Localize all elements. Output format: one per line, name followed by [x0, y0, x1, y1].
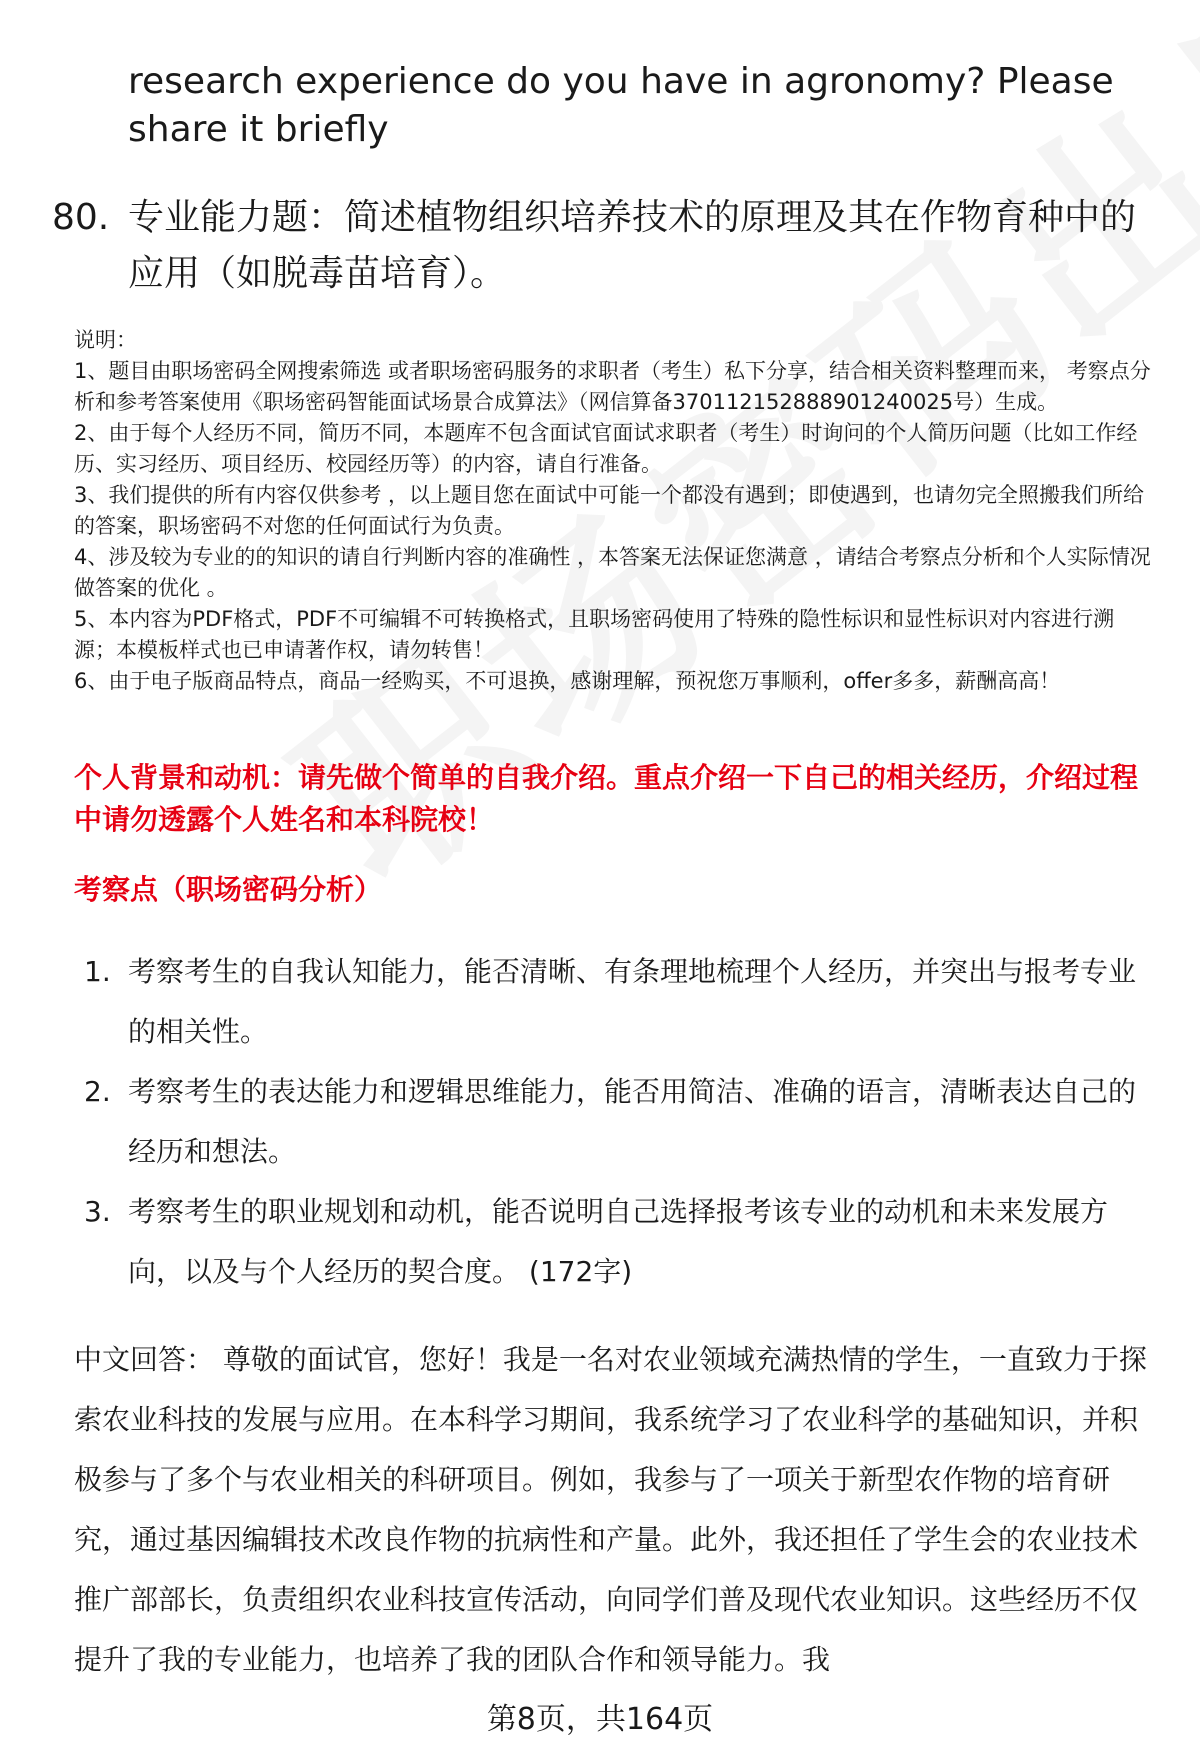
- note-item-3: 3、我们提供的所有内容仅供参考 ，以上题目您在面试中可能一个都没有遇到；即使遇到，也请勿完全照搬我们所给的答案，职场密码不对您的任何面试行为负责。: [74, 483, 1145, 538]
- answer-label: 中文回答：: [74, 1343, 215, 1376]
- answer-paragraph: [74, 1330, 1154, 1690]
- analysis-point-text: 考察考生的职业规划和动机，能否说明自己选择报考该专业的动机和未来发展方向，以及与个人经历的契合度。 (172字): [128, 1195, 1109, 1288]
- note-item-2: 2、由于每个人经历不同，简历不同，本题库不包含面试官面试求职者（考生）时询问的个人简历问题（比如工作经历、实习经历、项目经历、校园经历等）的内容，请自行准备。: [74, 421, 1138, 476]
- question-text: 专业能力题：简述植物组织培养技术的原理及其在作物育种中的应用（如脱毒苗培育）。: [128, 197, 1137, 294]
- question-number: 80.: [52, 197, 110, 238]
- note-item-4: 4、涉及较为专业的的知识的请自行判断内容的准确性 ，本答案无法保证您满意 ，请结合考察点分析和个人实际情况做答案的优化 。: [74, 545, 1151, 600]
- note-item-5: 5、本内容为PDF格式，PDF不可编辑不可转换格式，且职场密码使用了特殊的隐性标识和显性标识对内容进行溯源；本模板样式也已申请著作权，请勿转售！: [74, 607, 1115, 662]
- analysis-point: [74, 942, 1154, 1062]
- note-item-1: 1、题目由职场密码全网搜索筛选 或者职场密码服务的求职者（考生）私下分享，结合相关资料整理而来， 考察点分析和参考答案使用《职场密码智能面试场景合成算法》（网信算备370112152888901240025号）生成。: [74, 359, 1151, 414]
- analysis-point-number: 3.: [84, 1195, 111, 1228]
- question-80: [52, 190, 1152, 302]
- notes-title: 说明：: [74, 328, 137, 352]
- analysis-point-text: 考察考生的表达能力和逻辑思维能力，能否用简洁、准确的语言，清晰表达自己的经历和想法。: [128, 1075, 1137, 1168]
- analysis-point: [74, 1182, 1154, 1302]
- analysis-point: [74, 1062, 1154, 1182]
- notes-section: [74, 325, 1154, 697]
- analysis-heading: 考察点（职场密码分析）: [74, 873, 383, 906]
- answer-text: 尊敬的面试官，您好！我是一名对农业领域充满热情的学生，一直致力于探索农业科技的发展与应用。在本科学习期间，我系统学习了农业科学的基础知识，并积极参与了多个与农业相关的科研项目。例如，我参与了一项关于新型农作物的培育研究，通过基因编辑技术改良作物的抗病性和产量。此外，我还担任了学生会的农业技术推广部部长，负责组织农业科技宣传活动，向同学们普及现代农业知识。这些经历不仅提升了我的专业能力，也培养了我的团队合作和领导能力。我: [74, 1343, 1147, 1676]
- page-footer: 第8页，共164页: [486, 1702, 714, 1737]
- question-continued-text: research experience do you have in agronomy? Please share it briefly: [128, 61, 1114, 150]
- analysis-point-number: 1.: [84, 955, 111, 988]
- analysis-point-number: 2.: [84, 1075, 111, 1108]
- analysis-points-list: [74, 942, 1154, 1302]
- analysis-point-text: 考察考生的自我认知能力，能否清晰、有条理地梳理个人经历，并突出与报考专业的相关性。: [128, 955, 1137, 1048]
- question-heading: 个人背景和动机：请先做个简单的自我介绍。重点介绍一下自己的相关经历，介绍过程中请勿透露个人姓名和本科院校！: [74, 761, 1139, 836]
- note-item-6: 6、由于电子版商品特点，商品一经购买，不可退换，感谢理解，预祝您万事顺利，offer多多，薪酬高高！: [74, 669, 1061, 693]
